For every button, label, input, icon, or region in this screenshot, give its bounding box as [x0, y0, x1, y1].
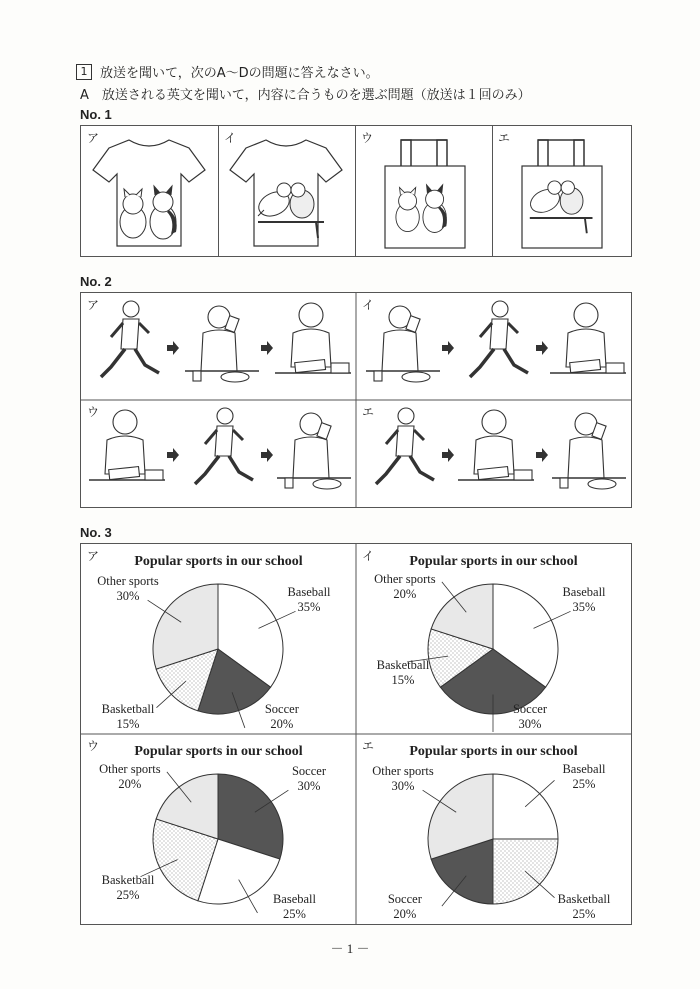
page-number: － 1 － [330, 941, 370, 956]
no1-options [80, 125, 632, 257]
no3-options [80, 543, 632, 925]
slice-percent: 20% [393, 907, 417, 921]
no2-option-u[interactable] [81, 400, 356, 507]
slice-name: Soccer [291, 764, 326, 779]
no1-label: No. 1 [80, 107, 112, 122]
slice-label [485, 702, 575, 732]
slice-name: Soccer [512, 702, 547, 716]
slice-name: Basketball [101, 872, 155, 887]
slice-label [360, 572, 450, 602]
slice-label [83, 574, 173, 604]
slice-name: Basketball [376, 657, 430, 672]
running-figure-icon [470, 301, 528, 377]
arrow-right-icon [261, 341, 273, 355]
slice-label [360, 892, 450, 922]
slice-percent: 30% [518, 717, 542, 731]
no2-label: No. 2 [80, 274, 112, 289]
slice-name: Baseball [562, 585, 606, 600]
slice-label [264, 764, 354, 794]
arrow-right-icon [536, 341, 548, 355]
slice-percent: 35% [572, 600, 596, 615]
activity-sequence-icon [81, 400, 356, 507]
no3-label: No. 3 [80, 525, 112, 540]
activity-sequence-icon [356, 400, 631, 507]
arrow-right-icon [167, 341, 179, 355]
studying-figure-icon [550, 303, 626, 373]
no3-option-a[interactable] [81, 544, 356, 734]
slice-name: Baseball [272, 892, 316, 906]
slice-label [83, 873, 173, 903]
slice-percent: 30% [116, 589, 140, 604]
running-figure-icon [101, 301, 159, 377]
slice-label [249, 892, 339, 922]
slice-percent: 30% [391, 779, 415, 794]
slice-percent: 30% [297, 779, 321, 794]
slice-label [358, 658, 448, 688]
question-number: 1 [76, 64, 92, 80]
slice-name: Other sports [99, 762, 161, 776]
option-kana: イ [362, 549, 375, 563]
chart-title: Popular sports in our school [409, 554, 578, 569]
chart-title: Popular sports in our school [134, 554, 303, 569]
section-a-instruction: A 放送される英文を聞いて，内容に合うものを選ぶ問題（放送は１回のみ） [80, 88, 531, 103]
slice-name: Soccer [387, 892, 422, 906]
no3-option-u[interactable] [81, 734, 356, 924]
option-kana: エ [498, 131, 511, 145]
option-kana: ア [87, 549, 100, 563]
tshirt-birds-icon [218, 126, 355, 256]
option-kana: イ [362, 298, 375, 312]
slice-percent: 20% [270, 717, 294, 731]
slice-percent: 15% [391, 672, 415, 687]
eating-figure-icon [366, 306, 440, 382]
slice-name: Baseball [287, 585, 331, 600]
slice-name: Basketball [557, 892, 611, 906]
slice-label [83, 702, 173, 732]
eating-figure-icon [552, 413, 626, 489]
running-figure-icon [195, 408, 253, 484]
option-kana: エ [362, 739, 375, 753]
slice-label [237, 702, 327, 732]
no1-option-i[interactable] [218, 126, 356, 256]
slice-percent: 35% [297, 600, 321, 615]
option-kana: ウ [361, 131, 374, 145]
no2-option-e[interactable] [356, 400, 631, 507]
slice-percent: 25% [572, 907, 596, 921]
option-kana: ウ [87, 405, 100, 419]
slice-label [85, 762, 175, 792]
option-kana: エ [362, 405, 375, 419]
no2-options [80, 292, 632, 508]
eating-figure-icon [277, 413, 351, 489]
slice-percent: 25% [283, 907, 306, 921]
activity-sequence-icon [81, 293, 356, 400]
slice-label [539, 892, 629, 922]
slice-name: Basketball [101, 702, 155, 716]
chart-title: Popular sports in our school [134, 744, 303, 759]
no2-option-a[interactable] [81, 293, 356, 400]
running-figure-icon [376, 408, 434, 484]
option-kana: ウ [87, 739, 100, 753]
no1-option-e[interactable] [492, 126, 631, 256]
no2-option-i[interactable] [356, 293, 631, 400]
tshirt-cats-icon [81, 126, 218, 256]
slice-name: Soccer [264, 702, 299, 716]
slice-percent: 25% [116, 887, 140, 902]
slice-name: Other sports [372, 764, 434, 779]
chart-title: Popular sports in our school [409, 744, 578, 759]
slice-label [358, 764, 448, 794]
slice-name: Other sports [374, 572, 436, 586]
no3-option-e[interactable] [356, 734, 631, 924]
slice-percent: 15% [116, 717, 140, 731]
studying-figure-icon [275, 303, 351, 373]
option-kana: ア [87, 131, 100, 145]
arrow-right-icon [442, 341, 454, 355]
bag-birds-icon [492, 126, 631, 256]
bag-cats-icon [355, 126, 492, 256]
slice-percent: 25% [572, 777, 596, 791]
studying-figure-icon [89, 410, 165, 480]
arrow-right-icon [536, 448, 548, 462]
arrow-right-icon [261, 448, 273, 462]
slice-label [539, 585, 629, 615]
option-kana: ア [87, 298, 100, 312]
slice-percent: 20% [393, 587, 417, 601]
studying-figure-icon [458, 410, 534, 480]
activity-sequence-icon [356, 293, 631, 400]
no1-option-u[interactable] [355, 126, 493, 256]
arrow-right-icon [167, 448, 179, 462]
option-kana: イ [224, 131, 237, 145]
eating-figure-icon [185, 306, 259, 382]
arrow-right-icon [442, 448, 454, 462]
slice-label [539, 762, 629, 792]
slice-percent: 20% [118, 777, 142, 791]
slice-name: Baseball [562, 762, 606, 776]
no3-option-i[interactable] [356, 544, 631, 734]
question-instruction: 放送を聞いて，次のA～Dの問題に答えなさい。 [100, 66, 379, 81]
slice-label [264, 585, 354, 615]
no1-option-a[interactable] [81, 126, 219, 256]
slice-name: Other sports [97, 574, 159, 589]
